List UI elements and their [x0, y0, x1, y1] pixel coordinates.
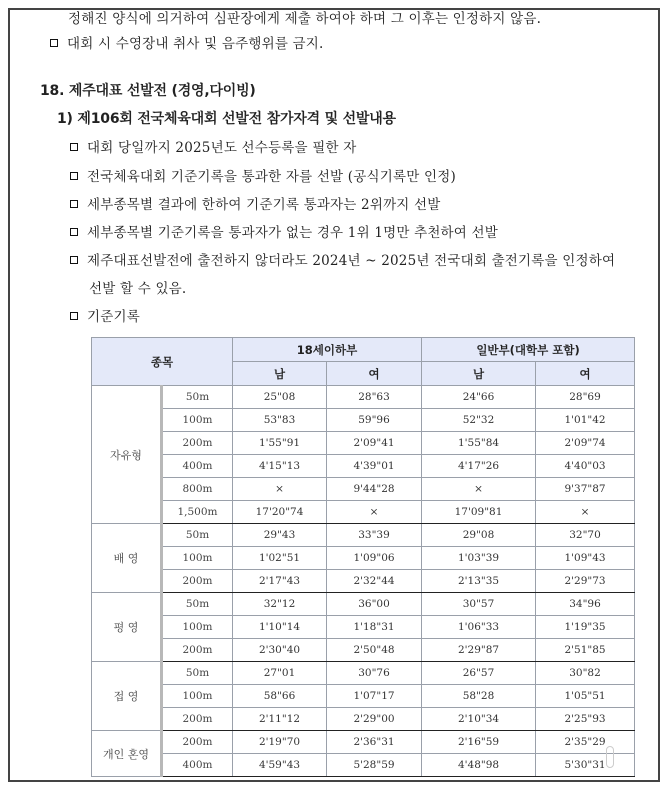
record-cell: 1'03"39	[422, 547, 536, 570]
record-cell: ×	[327, 501, 422, 524]
record-cell: 28"63	[327, 386, 422, 409]
record-cell: 4'40"03	[536, 455, 635, 478]
record-cell: 30"76	[327, 662, 422, 685]
record-cell: 2'10"34	[422, 708, 536, 731]
bullet-no-cooking-drinking	[50, 32, 324, 52]
bullet-first-only	[70, 221, 498, 241]
record-cell: 1'19"35	[536, 616, 635, 639]
record-cell: 1'09"06	[327, 547, 422, 570]
section-title: 18. 제주대표 선발전 (경영,다이빙)	[40, 83, 256, 99]
record-cell: 2'25"93	[536, 708, 635, 731]
distance-cell: 200m	[162, 639, 233, 662]
record-cell: 2'11"12	[233, 708, 327, 731]
distance-cell: 100m	[162, 616, 233, 639]
distance-cell: 200m	[162, 432, 233, 455]
stroke-name: 개인 혼영	[92, 731, 162, 777]
record-cell: 2'32"44	[327, 570, 422, 593]
record-cell: 2'19"70	[233, 731, 327, 754]
record-cell: 1'01"42	[536, 409, 635, 432]
header-event: 종목	[92, 338, 233, 386]
record-cell: 2'50"48	[327, 639, 422, 662]
record-cell: 4'17"26	[422, 455, 536, 478]
stroke-name: 배 영	[92, 524, 162, 593]
record-cell: 2'13"35	[422, 570, 536, 593]
table-row	[92, 662, 635, 685]
checkbox-square-icon	[70, 256, 78, 264]
continuation-text: 정해진 양식에 의거하여 심판장에게 제출 하여야 하며 그 이후는 인정하지 않음.	[68, 11, 542, 27]
table-row	[92, 570, 635, 593]
record-cell: 24"66	[422, 386, 536, 409]
table-row	[92, 524, 635, 547]
stroke-name: 접 영	[92, 662, 162, 731]
record-cell: 28"69	[536, 386, 635, 409]
record-cell: 58"66	[233, 685, 327, 708]
distance-cell: 50m	[162, 662, 233, 685]
stroke-name: 자유형	[92, 386, 162, 524]
record-cell: 17'20"74	[233, 501, 327, 524]
distance-cell: 200m	[162, 570, 233, 593]
record-cell: 4'15"13	[233, 455, 327, 478]
bullet-text: 대회 당일까지 2025년도 선수등록을 필한 자	[87, 140, 357, 156]
header-under18: 18세이하부	[233, 338, 422, 362]
table-row	[92, 593, 635, 616]
record-cell: 5'30"31	[536, 754, 635, 777]
table-row	[92, 501, 635, 524]
record-cell: 2'17"43	[233, 570, 327, 593]
record-cell: 30"82	[536, 662, 635, 685]
bullet-text: 전국체육대회 기준기록을 통과한 자를 선발 (공식기록만 인정)	[87, 169, 456, 185]
bullet-standard-record	[70, 165, 456, 185]
distance-cell: 400m	[162, 754, 233, 777]
table-row	[92, 754, 635, 777]
record-cell: 1'55"91	[233, 432, 327, 455]
distance-cell: 50m	[162, 524, 233, 547]
record-cell: 32"70	[536, 524, 635, 547]
record-cell: 1'55"84	[422, 432, 536, 455]
record-cell: 2'30"40	[233, 639, 327, 662]
record-cell: 4'59"43	[233, 754, 327, 777]
record-cell: 1'02"51	[233, 547, 327, 570]
table-row	[92, 547, 635, 570]
table-row	[92, 708, 635, 731]
record-cell: 52"32	[422, 409, 536, 432]
checkbox-square-icon	[70, 228, 78, 236]
record-cell: 1'18"31	[327, 616, 422, 639]
record-cell: 2'29"00	[327, 708, 422, 731]
record-cell: 32"12	[233, 593, 327, 616]
record-cell: 2'29"87	[422, 639, 536, 662]
record-cell: 58"28	[422, 685, 536, 708]
record-cell: ×	[536, 501, 635, 524]
checkbox-square-icon	[50, 39, 58, 47]
record-cell: 2'51"85	[536, 639, 635, 662]
checkbox-square-icon	[70, 143, 78, 151]
table-row	[92, 731, 635, 754]
record-cell: 5'28"59	[327, 754, 422, 777]
bullet-standard-records-label	[70, 305, 140, 325]
table-row	[92, 455, 635, 478]
distance-cell: 200m	[162, 731, 233, 754]
bullet-national-records	[70, 249, 615, 269]
header-general-female: 여	[536, 362, 635, 386]
stroke-name: 평 영	[92, 593, 162, 662]
record-cell: 2'29"73	[536, 570, 635, 593]
record-cell: 9'37"87	[536, 478, 635, 501]
paperclip-icon	[606, 746, 614, 768]
record-cell: 36"00	[327, 593, 422, 616]
bullet-text: 기준기록	[87, 309, 140, 325]
distance-cell: 1,500m	[162, 501, 233, 524]
record-cell: ×	[422, 478, 536, 501]
record-cell: 26"57	[422, 662, 536, 685]
record-cell: 17'09"81	[422, 501, 536, 524]
record-cell: 2'09"74	[536, 432, 635, 455]
standard-records-table	[91, 337, 635, 777]
record-cell: 1'07"17	[327, 685, 422, 708]
header-general: 일반부(대학부 포함)	[422, 338, 635, 362]
distance-cell: 100m	[162, 547, 233, 570]
bullet-text: 대회 시 수영장내 취사 및 음주행위를 금지.	[67, 36, 324, 52]
record-cell: 1'10"14	[233, 616, 327, 639]
checkbox-square-icon	[70, 172, 78, 180]
record-cell: 4'48"98	[422, 754, 536, 777]
header-under18-female: 여	[327, 362, 422, 386]
record-cell: 30"57	[422, 593, 536, 616]
distance-cell: 100m	[162, 409, 233, 432]
bullet-continuation: 선발 할 수 있음.	[89, 281, 187, 297]
record-cell: 4'39"01	[327, 455, 422, 478]
record-cell: 27"01	[233, 662, 327, 685]
bullet-text: 세부종목별 기준기록을 통과자가 없는 경우 1위 1명만 추천하여 선발	[87, 225, 499, 241]
record-cell: 2'16"59	[422, 731, 536, 754]
bullet-text: 제주대표선발전에 출전하지 않더라도 2024년 ~ 2025년 전국대회 출전기록을 인정하여	[87, 253, 616, 269]
table-row	[92, 478, 635, 501]
record-cell: 9'44"28	[327, 478, 422, 501]
record-cell: 53"83	[233, 409, 327, 432]
record-cell: 1'09"43	[536, 547, 635, 570]
distance-cell: 200m	[162, 708, 233, 731]
table-row	[92, 639, 635, 662]
distance-cell: 800m	[162, 478, 233, 501]
table-row	[92, 685, 635, 708]
record-cell: 34"96	[536, 593, 635, 616]
record-cell: 1'06"33	[422, 616, 536, 639]
subsection-title: 1) 제106회 전국체육대회 선발전 참가자격 및 선발내용	[57, 111, 396, 127]
distance-cell: 400m	[162, 455, 233, 478]
checkbox-square-icon	[70, 200, 78, 208]
record-cell: 2'09"41	[327, 432, 422, 455]
table-row	[92, 432, 635, 455]
checkbox-square-icon	[70, 312, 78, 320]
record-cell: ×	[233, 478, 327, 501]
distance-cell: 100m	[162, 685, 233, 708]
table-row	[92, 616, 635, 639]
record-cell: 29"43	[233, 524, 327, 547]
bullet-text: 세부종목별 결과에 한하여 기준기록 통과자는 2위까지 선발	[87, 197, 441, 213]
distance-cell: 50m	[162, 593, 233, 616]
bullet-top-two	[70, 193, 441, 213]
table-row	[92, 386, 635, 409]
header-general-male: 남	[422, 362, 536, 386]
record-cell: 2'36"31	[327, 731, 422, 754]
record-cell: 29"08	[422, 524, 536, 547]
distance-cell: 50m	[162, 386, 233, 409]
record-cell: 1'05"51	[536, 685, 635, 708]
record-cell: 33"39	[327, 524, 422, 547]
record-cell: 59"96	[327, 409, 422, 432]
header-under18-male: 남	[233, 362, 327, 386]
bullet-registration	[70, 136, 356, 156]
record-cell: 2'35"29	[536, 731, 635, 754]
record-cell: 25"08	[233, 386, 327, 409]
table-row	[92, 409, 635, 432]
